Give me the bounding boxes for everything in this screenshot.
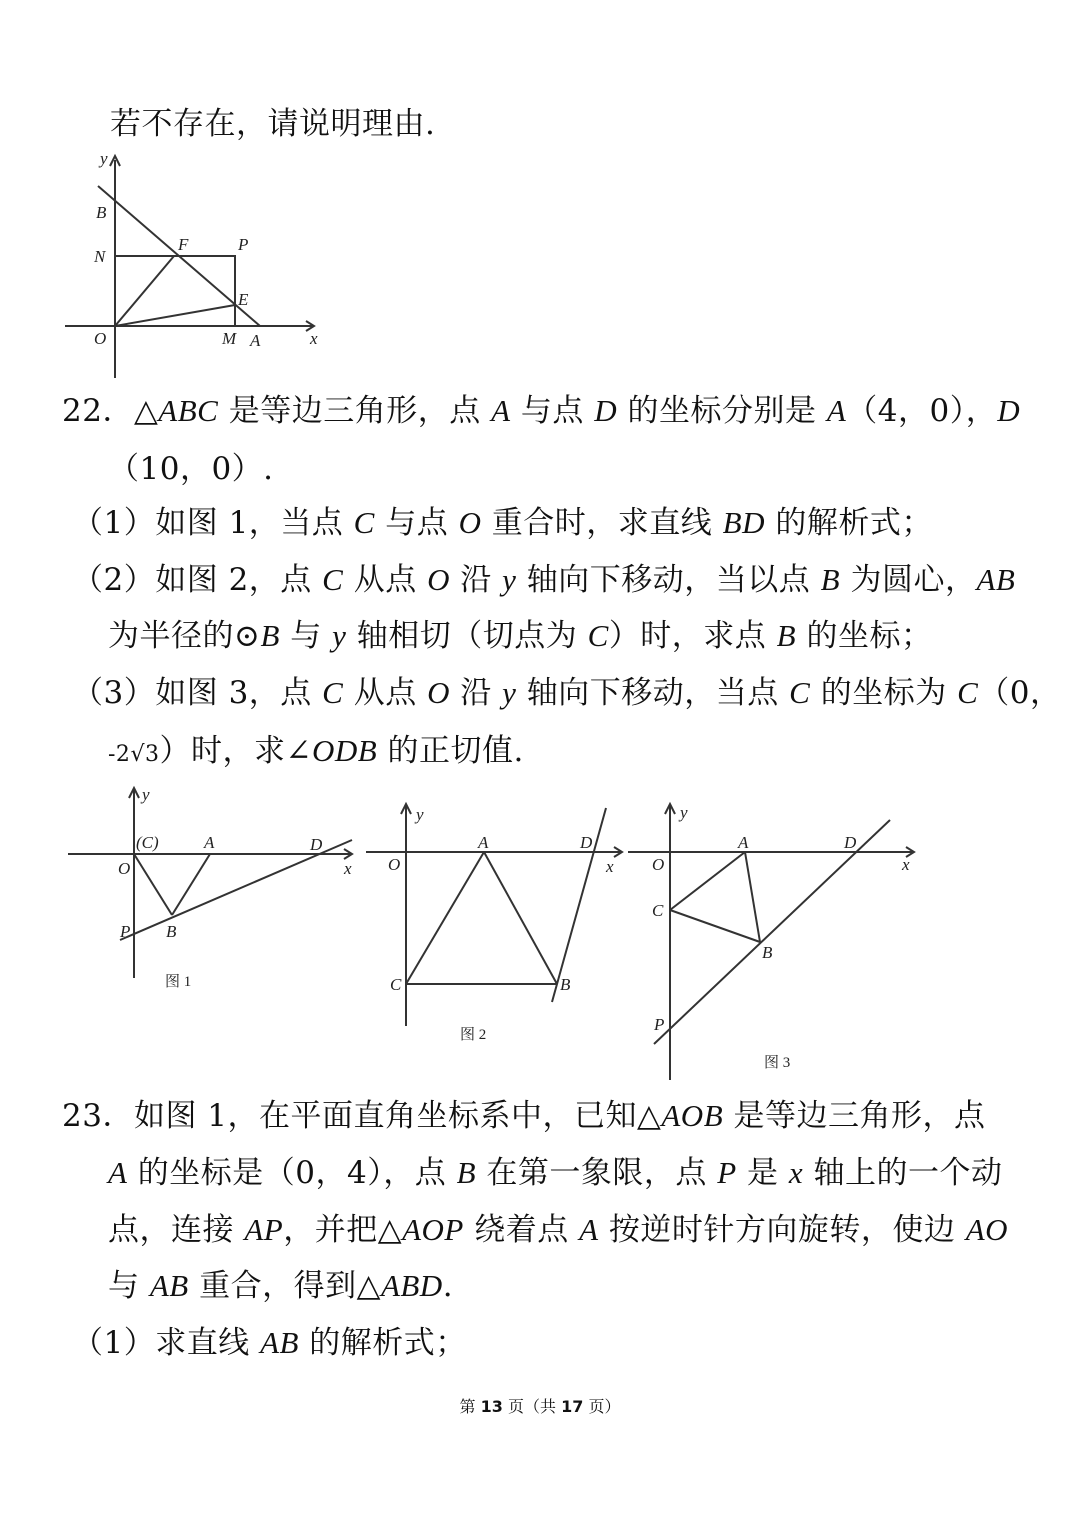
text: （1）如图 1，当点 [72, 505, 354, 541]
text: 沿 [449, 562, 503, 598]
var-y: y [332, 618, 347, 653]
var-d: D [997, 393, 1021, 428]
var-d: D [594, 393, 618, 428]
figure-2 [362, 796, 624, 1050]
label-x: x [310, 329, 318, 348]
label-o: O [118, 859, 131, 878]
var-x: x [788, 1155, 804, 1190]
var-y: y [502, 562, 517, 597]
text: 的解析式； [298, 1325, 467, 1361]
var-abc: ABC [158, 393, 219, 428]
var-bd: BD [722, 505, 765, 540]
q23-line-4 [108, 1266, 453, 1306]
text: 轴向下移动，当以点 [516, 562, 821, 598]
text: 轴上的一个动 [803, 1155, 1003, 1191]
var-a: A [826, 393, 847, 428]
text: 在第一象限，点 [476, 1155, 718, 1191]
segment-cb [670, 910, 760, 942]
text: 重合时，求直线 [481, 505, 723, 541]
text: （3）如图 3，点 [72, 675, 323, 711]
segment-cb [134, 854, 172, 915]
text: 如图 1，在平面直角坐标系中，已知△ [133, 1098, 662, 1134]
text: 按逆时针方向旋转，使边 [598, 1212, 966, 1248]
sqrt-three: √3 [130, 742, 160, 767]
label-m: M [222, 329, 237, 348]
var-o: O [458, 505, 482, 540]
text: （2）如图 2，点 [72, 562, 323, 598]
label-x: x [902, 855, 910, 874]
var-odb: ODB [311, 733, 378, 768]
label-d: D [580, 833, 593, 852]
page-footer [0, 1394, 1080, 1417]
caption-figure-1: 图 1 [165, 974, 192, 990]
label-a: A [204, 833, 215, 852]
q22-number: 22． [62, 393, 134, 429]
label-b: B [166, 922, 177, 941]
label-o: O [652, 855, 665, 874]
text: . [442, 1268, 454, 1304]
text: 轴相切（切点为 [346, 618, 588, 654]
var-o: O [427, 675, 450, 710]
var-b: B [820, 562, 841, 597]
text: 的坐标为 [810, 675, 958, 711]
text: （0， [978, 675, 1062, 711]
caption-figure-2: 图 2 [460, 1027, 487, 1043]
var-a: A [491, 393, 511, 428]
var-ab: AB [976, 562, 1016, 597]
text: （4，0）， [846, 393, 998, 429]
label-a: A [250, 331, 261, 350]
q23-part-1 [72, 1323, 467, 1363]
label-c: C [652, 901, 664, 920]
page-number: 13 [480, 1397, 503, 1416]
label-o: O [388, 855, 401, 874]
var-o: O [427, 562, 450, 597]
q22-part-2-line-1 [72, 560, 1015, 600]
var-y: y [502, 675, 517, 710]
text: 页） [583, 1397, 621, 1416]
var-b: B [456, 1155, 477, 1190]
var-a: A [579, 1212, 599, 1247]
label-e: E [238, 290, 249, 309]
text: 轴向下移动，当点 [516, 675, 790, 711]
q22-stem-line-1 [62, 391, 1020, 431]
text: 点，连接 [108, 1212, 245, 1248]
label-a: A [478, 833, 489, 852]
label-c: (C) [136, 833, 159, 852]
figure-top [60, 148, 340, 384]
var-a: A [108, 1155, 128, 1190]
text: 从点 [343, 675, 428, 711]
text: 的坐标分别是 [617, 393, 827, 429]
text: 是 [736, 1155, 789, 1191]
line-bd [654, 820, 890, 1044]
var-ab: AB [260, 1325, 299, 1360]
var-c: C [322, 562, 344, 597]
var-c: C [789, 675, 811, 710]
label-y: y [142, 785, 150, 804]
text: （1）求直线 [72, 1325, 261, 1361]
label-p: P [238, 235, 249, 254]
q23-line-3 [108, 1210, 1008, 1250]
label-b: B [560, 975, 571, 994]
label-x: x [606, 857, 614, 876]
var-ab: AB [149, 1268, 189, 1303]
var-b: B [260, 618, 280, 653]
var-c: C [957, 675, 979, 710]
intro-line: 若不存在，请说明理由. [110, 106, 436, 142]
caption-figure-3: 图 3 [764, 1055, 791, 1071]
text: ）时，求点 [608, 618, 777, 654]
text: 与 [279, 618, 333, 654]
figure-3 [624, 796, 920, 1082]
text: 与 [108, 1268, 150, 1304]
text: 是等边三角形，点 [723, 1098, 986, 1134]
text: 页（共 [502, 1397, 562, 1416]
label-o: O [94, 329, 107, 348]
var-c: C [587, 618, 609, 653]
text: 是等边三角形，点 [218, 393, 492, 429]
total-pages: 17 [561, 1397, 584, 1416]
segment-ab [745, 852, 760, 942]
var-b: B [776, 618, 797, 653]
var-ao: AO [965, 1212, 1009, 1247]
var-c: C [322, 675, 344, 710]
text: 绕着点 [463, 1212, 580, 1248]
label-y: y [100, 149, 108, 168]
q22-part-2-line-2 [108, 616, 932, 656]
label-b: B [96, 203, 107, 222]
label-a: A [738, 833, 749, 852]
var-aob: AOB [661, 1098, 724, 1133]
text: 为圆心， [840, 562, 977, 598]
segment-ca [670, 852, 745, 910]
label-d: D [310, 835, 323, 854]
figure-1 [60, 782, 360, 1002]
var-abd: ABD [380, 1268, 443, 1303]
text: 的解析式； [765, 505, 933, 541]
segment-ab [172, 854, 210, 915]
text: 从点 [343, 562, 428, 598]
text: 与点 [510, 393, 595, 429]
q23-line-2 [108, 1153, 1003, 1193]
q23-number: 23． [62, 1098, 134, 1134]
text: ，并把△ [283, 1212, 403, 1248]
label-c: C [390, 975, 402, 994]
label-y: y [680, 803, 688, 822]
segment-of [115, 256, 174, 326]
text: 的正切值. [377, 733, 524, 769]
text: 的坐标是（0，4），点 [127, 1155, 457, 1191]
label-x: x [344, 859, 352, 878]
text: 沿 [449, 675, 503, 711]
text: 的坐标； [796, 618, 933, 654]
label-d: D [844, 833, 857, 852]
q22-part-3-line-2 [108, 731, 524, 775]
q22-part-1 [72, 503, 933, 543]
negative-two: -2 [108, 742, 131, 767]
var-c: C [353, 505, 375, 540]
label-n: N [94, 247, 106, 266]
var-aop: AOP [402, 1212, 464, 1247]
label-p: P [654, 1015, 665, 1034]
triangle-symbol: △ [133, 393, 159, 429]
var-ap: AP [244, 1212, 284, 1247]
line-bd [552, 808, 606, 1002]
label-y: y [416, 805, 424, 824]
q22-part-3-line-1 [72, 673, 1061, 713]
label-b: B [762, 943, 773, 962]
text: 为半径的⊙ [108, 618, 261, 654]
label-f: F [178, 235, 189, 254]
text: 第 [459, 1397, 481, 1416]
segment-oe [115, 305, 235, 326]
label-p: P [120, 922, 131, 941]
segment-ca [406, 852, 484, 984]
text: ）时，求∠ [159, 733, 312, 769]
segment-ab [484, 852, 557, 984]
q23-line-1 [62, 1096, 986, 1136]
text: 重合，得到△ [188, 1268, 381, 1304]
text: 与点 [374, 505, 459, 541]
var-p: P [717, 1155, 737, 1190]
q22-stem-line-2: （10，0）. [108, 451, 274, 487]
